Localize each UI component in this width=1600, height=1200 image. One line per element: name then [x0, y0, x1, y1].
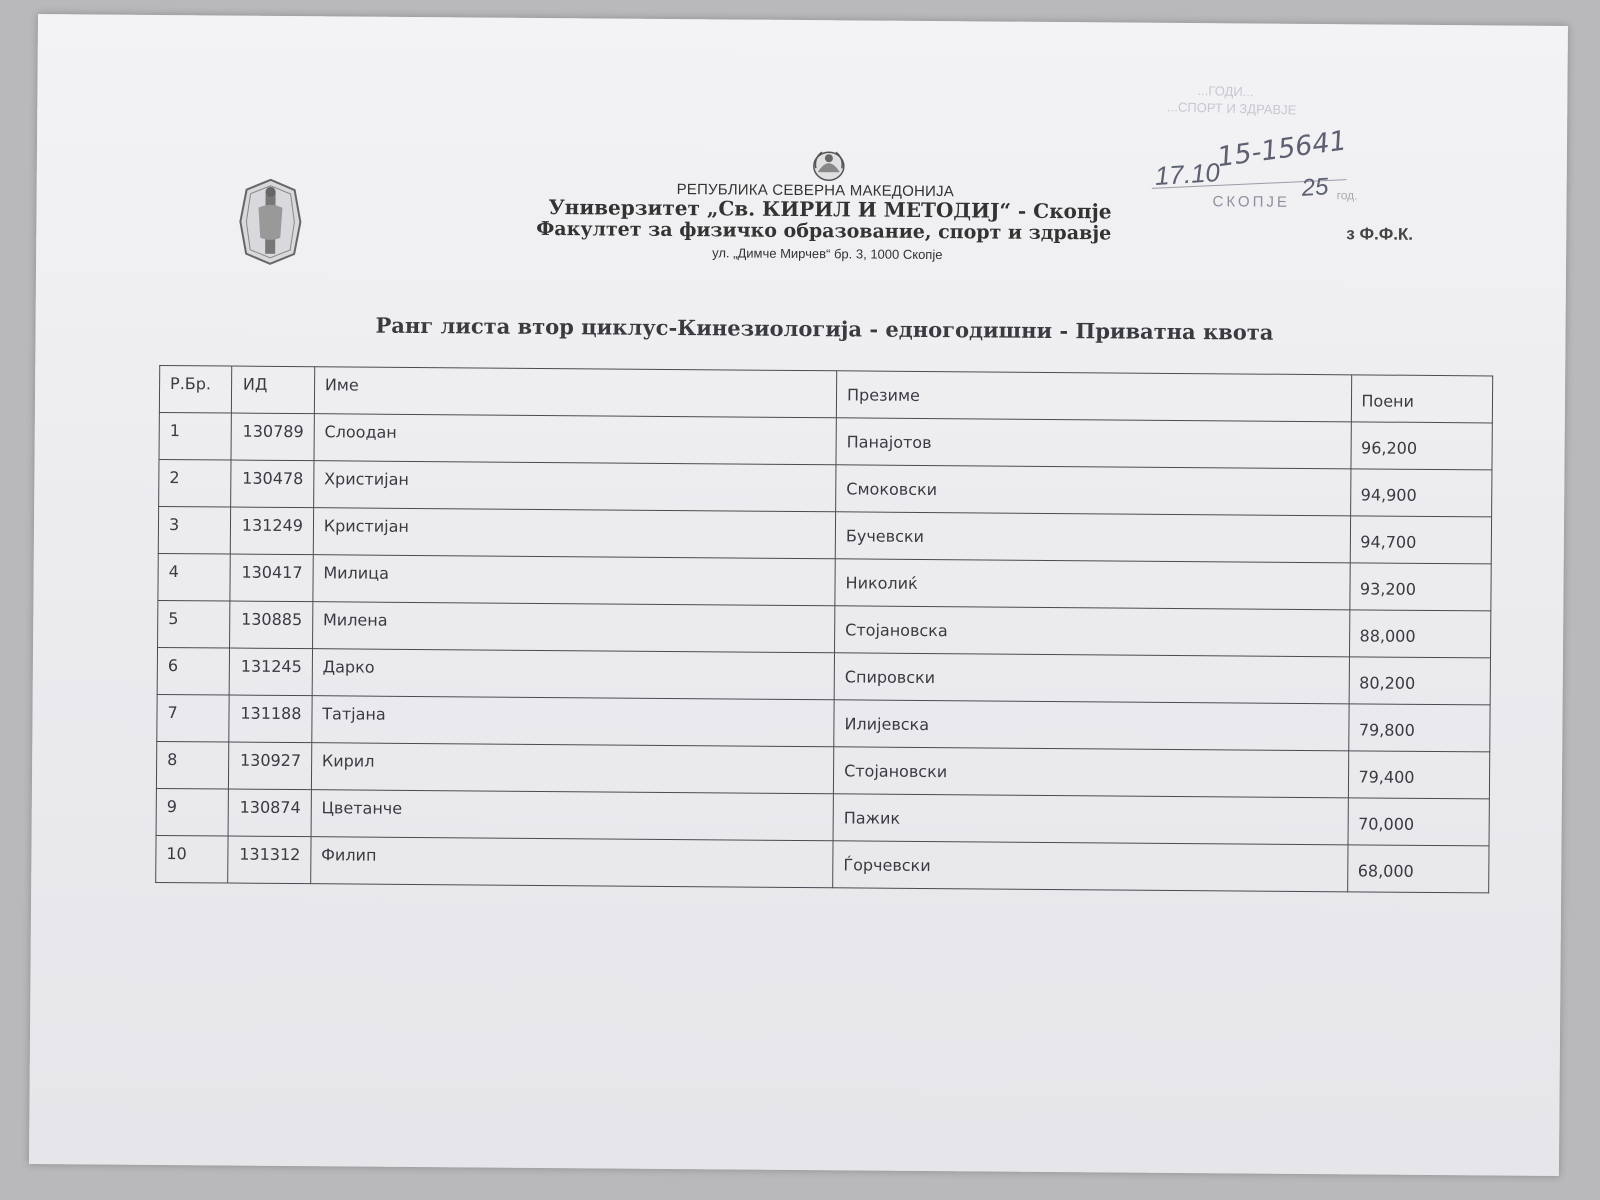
faculty-abbreviation: ɜ Ф.Ф.К. [1346, 224, 1414, 244]
id-cell: 131245 [229, 648, 312, 696]
first-name-cell: Дарко [312, 649, 835, 700]
rank-cell: 8 [156, 741, 228, 789]
registration-date: 17.10 [1153, 157, 1221, 192]
id-cell: 130874 [228, 789, 311, 837]
first-name-cell: Христијан [313, 461, 836, 512]
university-name: Универзитет „Св. КИРИЛ И МЕТОДИЈ“ - Скопје [548, 195, 1112, 224]
first-name-cell: Слоодан [314, 414, 837, 465]
id-cell: 130478 [230, 460, 313, 508]
header-points: Поени [1352, 375, 1493, 423]
points-cell: 94,700 [1351, 516, 1492, 564]
points-cell: 68,000 [1348, 845, 1489, 893]
id-cell: 130927 [228, 742, 311, 790]
header-first-name: Име [314, 367, 837, 418]
university-seal-icon [236, 178, 305, 267]
document-sheet [29, 14, 1568, 1176]
document-title: Ранг листа втор циклус-Кинезиологија - едногодишни - Приватна квота [375, 312, 1274, 345]
last-name-cell: Панајотов [836, 418, 1352, 469]
points-cell: 80,200 [1350, 657, 1491, 705]
first-name-cell: Милица [313, 555, 836, 606]
faculty-name: Факултет за физичко образование, спорт и здравје [536, 217, 1112, 245]
rank-cell: 6 [157, 647, 229, 695]
registration-number: 15-15641 [1215, 125, 1349, 174]
first-name-cell: Кирил [311, 743, 834, 794]
id-cell: 130885 [229, 601, 312, 649]
first-name-cell: Кристијан [313, 508, 836, 559]
first-name-cell: Филип [310, 837, 833, 888]
header-last-name: Презиме [836, 371, 1352, 422]
rank-cell: 4 [158, 553, 230, 601]
points-cell: 93,200 [1350, 563, 1491, 611]
id-cell: 131312 [228, 836, 311, 884]
table-row [156, 835, 1489, 892]
republic-name: РЕПУБЛИКА СЕВЕРНА МАКЕДОНИЈА [676, 181, 955, 201]
header-rank: Р.Бр. [159, 365, 231, 413]
last-name-cell: Стојановска [835, 606, 1351, 657]
last-name-cell: Спировски [834, 653, 1350, 704]
ffk-mark-icon: ɜ [1346, 224, 1360, 244]
first-name-cell: Татјана [312, 696, 835, 747]
rank-cell: 9 [156, 788, 228, 836]
rank-cell: 5 [158, 600, 230, 648]
points-cell: 79,800 [1349, 704, 1490, 752]
first-name-cell: Милена [312, 602, 835, 653]
id-cell: 130789 [231, 413, 314, 461]
last-name-cell: Смоковски [836, 465, 1352, 516]
points-cell: 88,000 [1350, 610, 1491, 658]
faded-stamp-line: ...СПОРТ И ЗДРАВЈЕ [1166, 99, 1297, 118]
faded-stamp [1107, 80, 1418, 122]
points-cell: 96,200 [1351, 422, 1492, 470]
rank-cell: 1 [159, 412, 231, 460]
ranking-table [155, 365, 1493, 893]
rank-cell: 3 [158, 506, 230, 554]
rank-cell: 7 [157, 694, 229, 742]
registration-year: 25 [1300, 173, 1330, 202]
faculty-address: ул. „Димче Мирчев“ бр. 3, 1000 Скопје [712, 245, 943, 263]
rank-cell: 2 [159, 459, 231, 507]
id-cell: 130417 [230, 554, 313, 602]
last-name-cell: Пажик [833, 794, 1349, 845]
last-name-cell: Бучевски [835, 512, 1351, 563]
points-cell: 70,000 [1348, 798, 1489, 846]
last-name-cell: Николиќ [835, 559, 1351, 610]
faded-stamp-line: ...ГОДИ... [1197, 82, 1254, 100]
id-cell: 131188 [229, 695, 312, 743]
id-cell: 131249 [230, 507, 313, 555]
first-name-cell: Цветанче [311, 790, 834, 841]
last-name-cell: Ѓорчевски [833, 841, 1349, 892]
last-name-cell: Стојановски [833, 747, 1349, 798]
rank-cell: 10 [156, 835, 228, 883]
year-suffix: год. [1336, 188, 1358, 203]
points-cell: 79,400 [1349, 751, 1490, 799]
last-name-cell: Илијевска [834, 700, 1350, 751]
state-emblem-icon [812, 148, 846, 182]
stamp-city: СКОПЈЕ [1212, 193, 1290, 211]
header-id: ИД [231, 366, 314, 414]
points-cell: 94,900 [1351, 469, 1492, 517]
